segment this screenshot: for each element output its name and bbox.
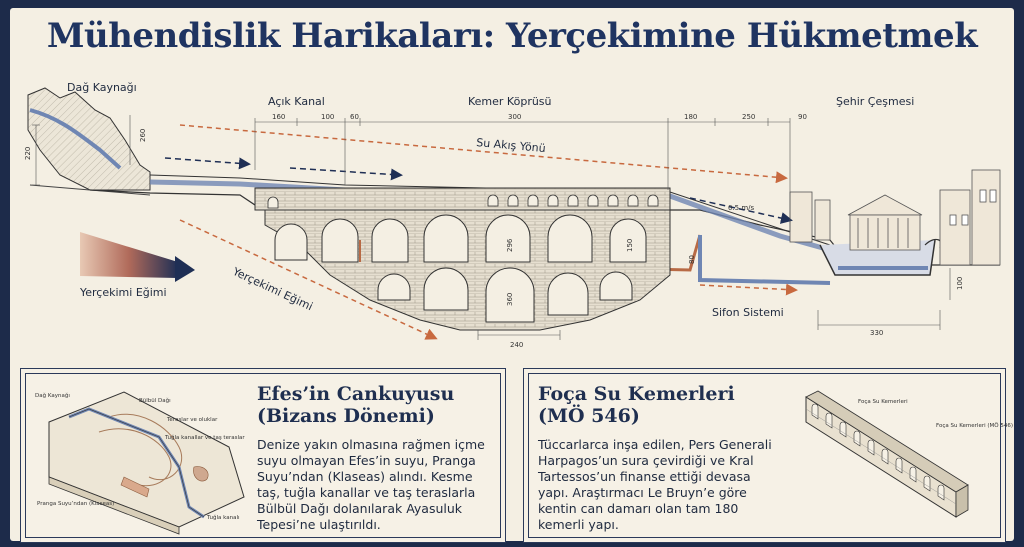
page-title: Mühendislik Harikaları: Yerçekimine Hükmetmek [46, 16, 978, 56]
map-label-brick-channel: Tuğla kanallar ve taş teraslar [165, 435, 245, 441]
label-gravity-slope-diagonal: Yerçekimi Eğimi [230, 264, 315, 314]
map-label-mountain: Bülbül Dağı [139, 398, 171, 404]
panel-right-text: Tüccarlarca inşa edilen, Pers Generali Harpagos’un sura çevirdiği ve Kral Tartessos’un finanse ettiği devasa yapı. Araştırmacı Le Bruyn’e göre kentin can damarı olan tam 180 kemerli yapı. [538, 437, 772, 532]
dim-100: 100 [321, 113, 335, 121]
dim-360: 360 [506, 292, 514, 306]
panel-right-title: Foça Su Kemerleri (MÖ 546) [538, 383, 735, 427]
dim-80: 80 [688, 255, 696, 264]
map-label-brick-canal: Tuğla kanalı [207, 515, 240, 521]
label-siphon: Sifon Sistemi [712, 306, 784, 319]
dim-250: 250 [742, 113, 756, 121]
sketch-label-aqueduct-546: Foça Su Kemerleri (MÖ 546) [936, 423, 1013, 429]
mountain-spring [28, 88, 150, 195]
label-flow-direction: Su Akış Yönü [475, 136, 547, 156]
sketch-label-aqueduct: Foça Su Kemerleri [858, 399, 908, 405]
foca-aqueduct-sketch [796, 377, 1013, 534]
panel-left-title: Efes’in Cankuyusu (Bizans Dönemi) [257, 383, 455, 427]
dim-220: 220 [24, 146, 32, 160]
dim-100b: 100 [956, 276, 964, 290]
dim-330: 330 [870, 329, 884, 337]
dim-180: 180 [684, 113, 698, 121]
dim-240: 240 [510, 341, 524, 349]
panel-left-text: Denize yakın olmasına rağmen içme suyu olmayan Efes’in suyu, Pranga Suyu’ndan (Klaseas) alındı. Kesme taş, tuğla kanallar ve taş teraslarla Bülbül Dağı dolanılarak Ayasuluk Tepesi’ne ulaştırıldı. [257, 437, 485, 532]
label-arch-bridge: Kemer Köprüsü [468, 95, 552, 108]
arch-bridge [255, 188, 670, 330]
label-fountain: Şehir Çeşmesi [836, 95, 915, 108]
label-spring: Dağ Kaynağı [67, 81, 137, 94]
label-open-channel: Açık Kanal [268, 95, 325, 108]
label-speed: 0.5 m/s [728, 204, 755, 212]
panel-foca [523, 368, 1013, 543]
dim-90: 90 [798, 113, 807, 121]
panel-ephesus [20, 368, 506, 543]
dim-260: 260 [139, 128, 147, 142]
dim-300: 300 [508, 113, 522, 121]
dim-160: 160 [272, 113, 286, 121]
map-label-source: Pranga Suyu’ndan (Klaseas) [37, 501, 115, 507]
dim-150: 150 [626, 238, 634, 252]
map-label-terrace: Teraslar ve oluklar [167, 417, 218, 423]
dim-60: 60 [350, 113, 359, 121]
dim-296: 296 [506, 238, 514, 252]
gravity-gradient-arrow [80, 232, 178, 278]
ephesus-map-sketch [29, 377, 251, 534]
map-label-spring: Dağ Kaynağı [35, 393, 70, 399]
label-gravity-slope-left: Yerçekimi Eğimi [80, 286, 167, 299]
